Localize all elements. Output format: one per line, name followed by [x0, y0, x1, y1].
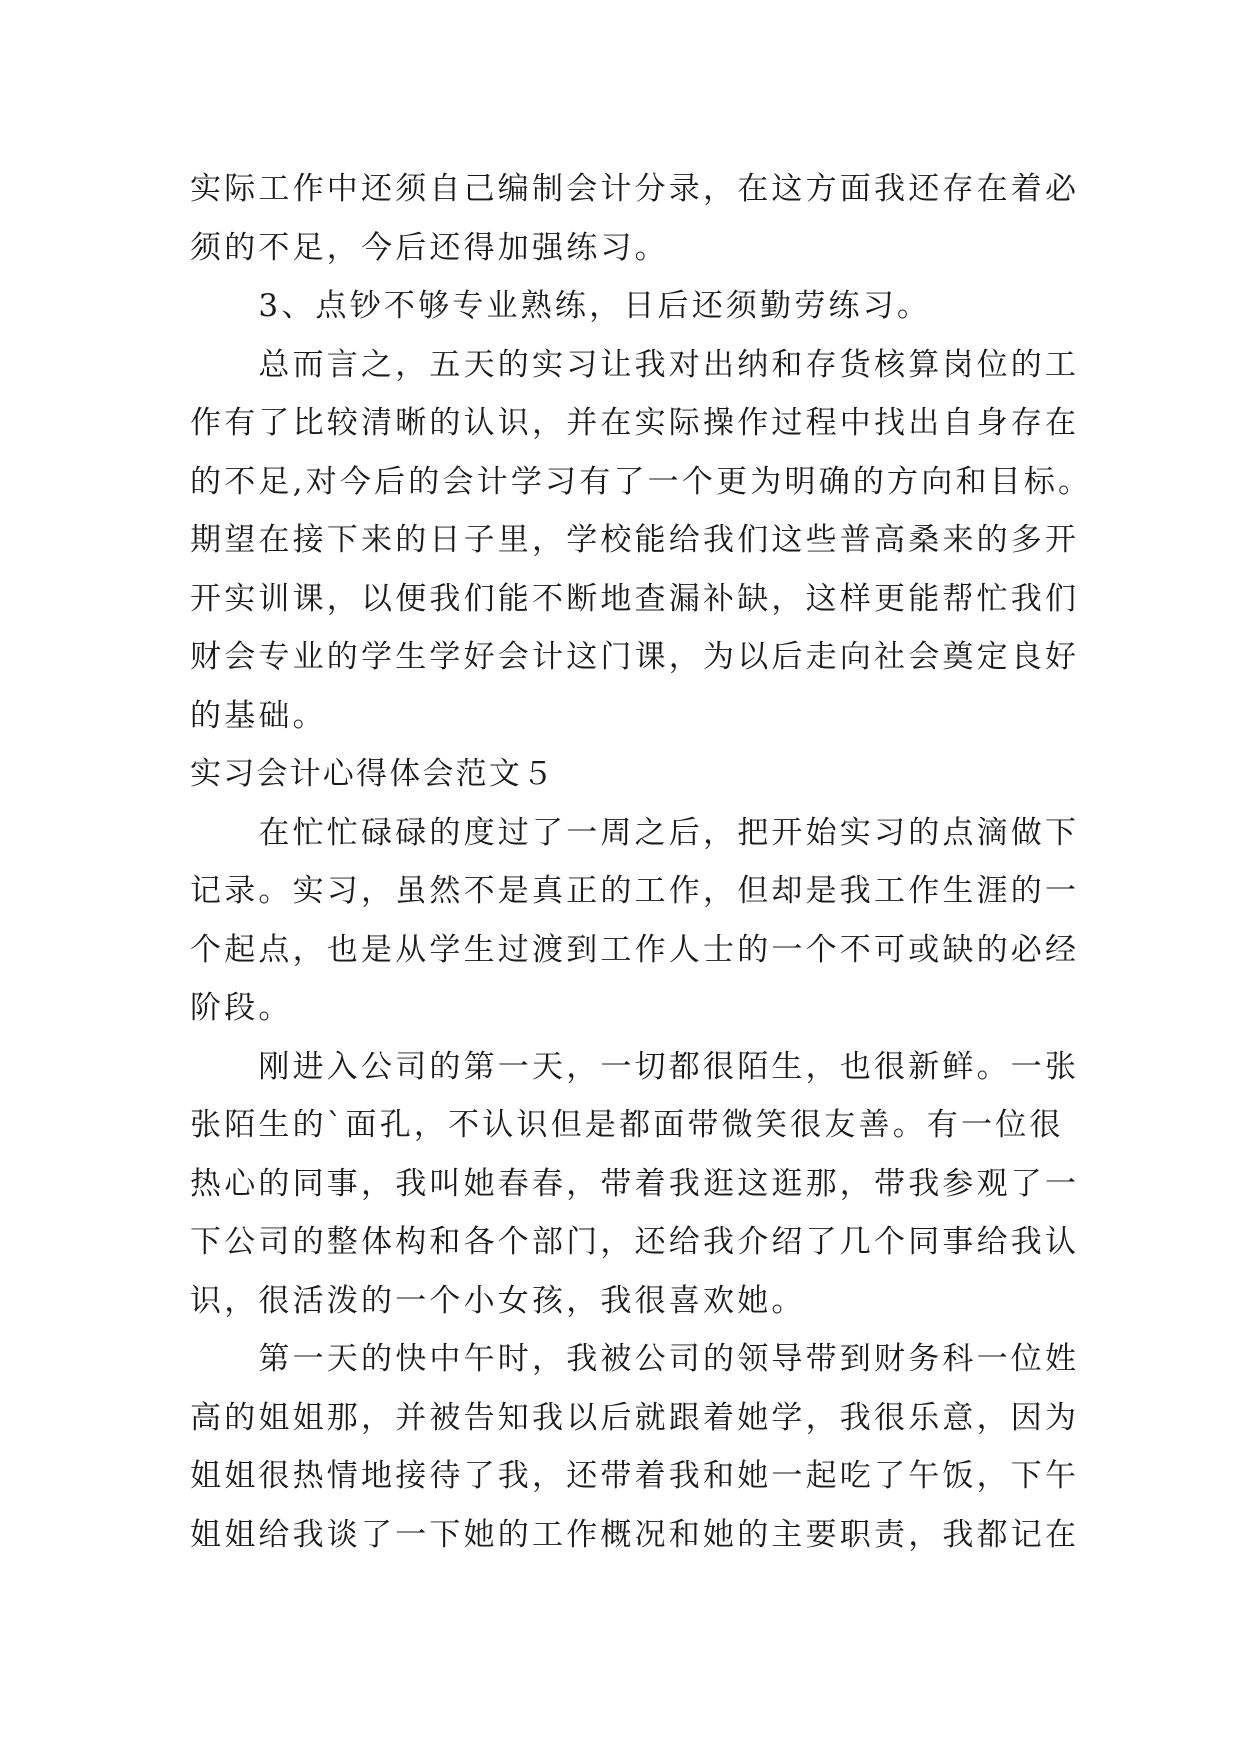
- paragraph: [190, 804, 1080, 1038]
- text-line: 须的不足，今后还得加强练习。: [190, 229, 669, 266]
- section-heading: 实习会计心得体会范文５: [190, 756, 556, 792]
- text-line: 热心的同事，我叫她春春，带着我逛这逛那，带我参观了一: [190, 1165, 1080, 1202]
- text-line: 阶段。: [190, 990, 293, 1026]
- text-line: 高的姐姐那，并被告知我以后就跟着她学，我很乐意，因为: [190, 1399, 1080, 1436]
- text-line: 下公司的整体构和各个部门，还给我介绍了几个同事给我认: [190, 1224, 1080, 1260]
- paragraph: [190, 1038, 1080, 1331]
- text-line: 张陌生的`面孔，不认识但是都面带微笑很友善。有一位很: [190, 1107, 1064, 1143]
- text-line: 记录。实习，虽然不是真正的工作，但却是我工作生涯的一: [190, 873, 1080, 909]
- text-line: 财会专业的学生学好会计这门课，为以后走向社会奠定良好: [190, 639, 1080, 675]
- text-line: 实际工作中还须自己编制会计分录，在这方面我还存在着必: [190, 171, 1080, 207]
- paragraph: [190, 160, 1080, 277]
- text-line: 刚进入公司的第一天，一切都很陌生，也很新鲜。一张: [190, 1048, 1080, 1085]
- text-line: 识，很活泼的一个小女孩，我很喜欢她。: [190, 1282, 806, 1319]
- paragraph: [190, 1330, 1080, 1564]
- text-line: 的不足,对今后的会计学习有了一个更为明确的方向和目标。: [190, 463, 1093, 500]
- text-line: 姐姐很热情地接待了我，还带着我和她一起吃了午饭，下午: [190, 1458, 1080, 1494]
- text-line: 姐姐给我谈了一下她的工作概况和她的主要职责，我都记在: [190, 1516, 1080, 1553]
- text-line: 开实训课，以便我们能不断地查漏补缺，这样更能帮忙我们: [190, 580, 1080, 617]
- text-line: 的基础。: [190, 697, 327, 734]
- document-body: [190, 160, 1093, 1564]
- text-line: 3、点钞不够专业熟练，日后还须勤劳练习。: [190, 288, 932, 324]
- text-line: 第一天的快中午时，我被公司的领导带到财务科一位姓: [190, 1341, 1080, 1377]
- text-line: 作有了比较清晰的认识，并在实际操作过程中找出自身存在: [190, 405, 1080, 441]
- paragraph: [190, 336, 1093, 746]
- text-line: 在忙忙碌碌的度过了一周之后，把开始实习的点滴做下: [190, 814, 1080, 851]
- text-line: 总而言之，五天的实习让我对出纳和存货核算岗位的工: [190, 346, 1080, 383]
- text-line: 个起点，也是从学生过渡到工作人士的一个不可或缺的必经: [190, 931, 1080, 968]
- text-line: 期望在接下来的日子里，学校能给我们这些普高桑来的多开: [190, 522, 1080, 558]
- paragraph: [190, 277, 1052, 336]
